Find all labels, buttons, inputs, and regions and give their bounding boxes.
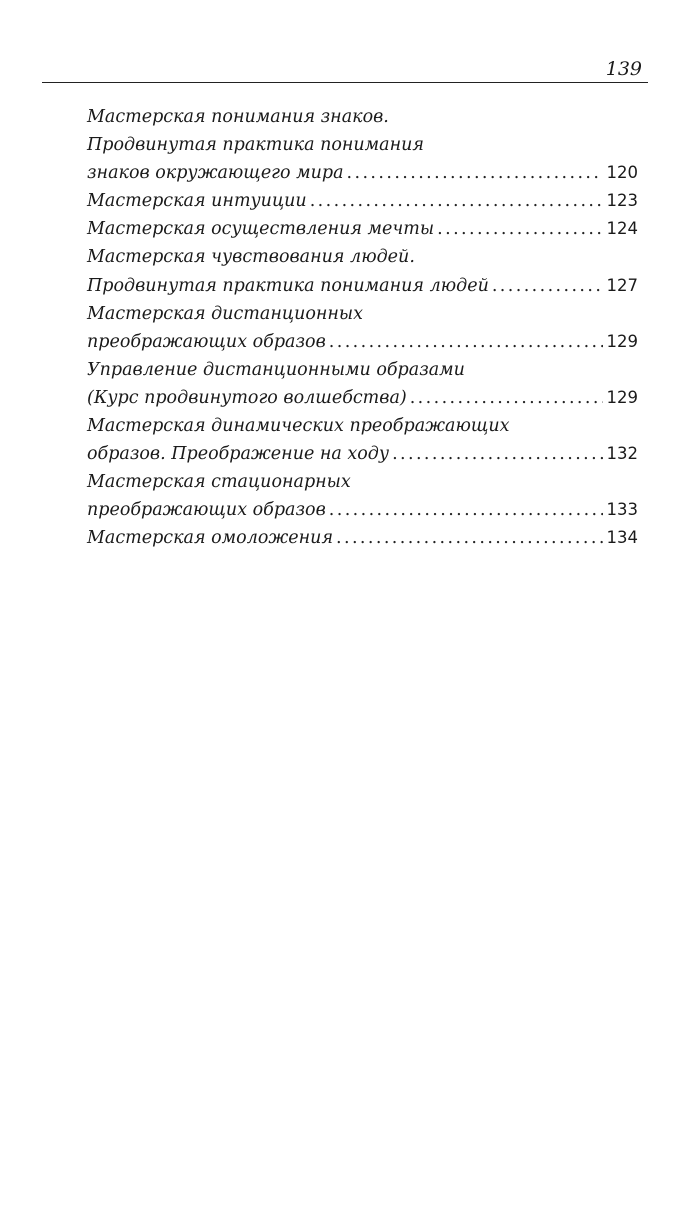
toc-line	[87, 328, 638, 356]
dot-leader	[336, 524, 602, 552]
toc-line	[87, 468, 638, 496]
toc-entry-text: Мастерская интуиции	[87, 191, 307, 212]
dot-leader	[392, 440, 602, 468]
toc-line	[87, 103, 638, 131]
toc-page-number: 133	[606, 500, 638, 520]
toc-entry-text: преображающих образов	[87, 500, 326, 521]
toc-entry-text: Продвинутая практика понимания	[87, 135, 425, 156]
toc-entry-text: преображающих образов	[87, 331, 326, 352]
toc-entry-text: Управление дистанционными образами	[87, 359, 465, 380]
toc-page-number: 120	[606, 163, 638, 183]
toc-entry-text: образов. Преображение на ходу	[87, 444, 390, 465]
toc-entry-text: знаков окружающего мира	[87, 163, 344, 184]
toc-page-number: 134	[606, 528, 638, 548]
toc-entry-text: Мастерская дистанционных	[87, 303, 364, 324]
toc-entry-text: Продвинутая практика понимания людей	[87, 275, 489, 296]
toc-entry-text: Мастерская чувствования людей.	[87, 247, 415, 268]
toc-page-number: 129	[606, 331, 638, 351]
dot-leader	[329, 496, 603, 524]
toc-page-number: 129	[606, 387, 638, 407]
dot-leader	[492, 272, 603, 300]
toc-entry-text: Мастерская омоложения	[87, 528, 334, 549]
toc-page-number: 127	[606, 275, 638, 295]
toc-line	[87, 187, 638, 215]
toc-line	[87, 524, 638, 552]
toc-entry-text: Мастерская осуществления мечты	[87, 219, 435, 240]
toc-line	[87, 300, 638, 328]
page-number: 139	[605, 58, 642, 80]
dot-leader	[310, 187, 603, 215]
toc-line	[87, 131, 638, 159]
dot-leader	[329, 328, 603, 356]
toc-line	[87, 272, 638, 300]
toc-line	[87, 440, 638, 468]
toc-entry-text: Мастерская понимания знаков.	[87, 107, 389, 127]
header-rule	[42, 82, 648, 83]
toc-line	[87, 412, 638, 440]
toc-entry-text: Мастерская динамических преображающих	[87, 416, 510, 437]
toc-page-number: 124	[606, 219, 638, 239]
toc-line	[87, 159, 638, 187]
dot-leader	[437, 215, 602, 243]
toc-line	[87, 384, 638, 412]
dot-leader	[410, 384, 603, 412]
toc-page-number: 123	[606, 191, 638, 211]
toc-line	[87, 496, 638, 524]
toc-line	[87, 215, 638, 243]
dot-leader	[347, 159, 603, 187]
toc-page-number: 132	[606, 444, 638, 464]
toc-line	[87, 243, 638, 271]
table-of-contents	[87, 103, 638, 553]
toc-entry-text: (Курс продвинутого волшебства)	[87, 387, 407, 408]
toc-line	[87, 356, 638, 384]
toc-entry-text: Мастерская стационарных	[87, 472, 351, 493]
